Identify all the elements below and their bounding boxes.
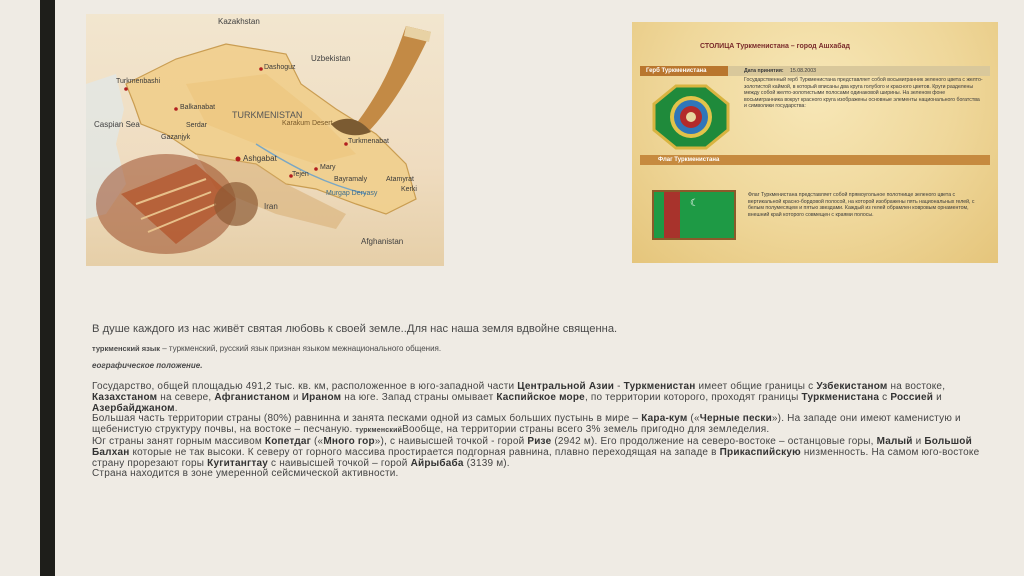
map-city-atamyrat: Atamyrat [386, 176, 415, 183]
keyword: Туркменистана [801, 391, 880, 403]
keyword: Кара-кум [641, 413, 688, 425]
date-label: Дата принятия: [744, 68, 784, 74]
keyword: Кугитангтау [207, 457, 269, 469]
map-river-label: Murgap Deryasy [326, 190, 378, 197]
keyword: Афганистаном [214, 391, 291, 403]
keyword: Айрыбаба [410, 457, 464, 469]
map-city-balkanabat: Balkanabat [180, 104, 216, 111]
keyword: Ризе [527, 435, 552, 447]
keyword: Черные пески [699, 413, 772, 425]
map-label-iran: Iran [264, 202, 278, 211]
keyword: Большой Балхан [92, 435, 972, 458]
emblem-description: Государственный герб Туркменистана представляет собой восьмигранник зеленого цвета с желто-золотистой каймой, в который вписаны два круга голубого и красного цветов. Круги разделены между собой желто-золотистыми полосами одинаковой ширины. На зеленом фоне восьмигранника вокруг красного круга изображены основные элементы национального богатства и символики государства: [744, 77, 983, 110]
language-bold: туркменский язык [92, 344, 161, 353]
map-city-tejen: Tejen [292, 171, 309, 178]
keyword: Каспийское море [496, 391, 585, 403]
keyword: Копетдаг [264, 435, 312, 447]
date-value: 15.08.2003 [790, 68, 816, 74]
emblem-flag-slide-image [632, 22, 998, 263]
emblem-label: Герб Туркменистана [646, 68, 707, 74]
flag-image: ☾ [652, 190, 736, 240]
inline-small-bold: туркменский [355, 427, 403, 435]
map-label-uzbekistan: Uzbekistan [311, 54, 351, 63]
keyword: Казахстаном [92, 391, 158, 403]
keyword: Туркменистан [623, 381, 696, 392]
keyword: Много гор [323, 435, 375, 447]
keyword: Азербайджаном [92, 402, 175, 414]
geo-paragraphs [92, 382, 992, 480]
emblem-icon [652, 84, 730, 150]
map-city-dashoguz: Dashoguz [264, 64, 296, 71]
flag-label: Флаг Туркменистана [658, 157, 720, 163]
map-city-turkmenabat: Turkmenabat [348, 138, 389, 145]
map-city-gazanjyk: Gazanjyk [161, 134, 191, 141]
keyword: Россией [890, 391, 934, 403]
turkmenistan-map-image [86, 14, 444, 266]
map-region-label: Karakum Desert [282, 120, 333, 127]
keyword: Узбекистаном [816, 381, 888, 392]
intro-line: В душе каждого из нас живёт святая любовь к своей земле..Для нас наша земля вдвойне священна. [92, 323, 618, 335]
keyword: Прикаспийскую [719, 446, 801, 458]
language-line [92, 344, 992, 353]
map-label-afghanistan: Afghanistan [361, 237, 404, 246]
map-label-turkmenistan: TURKMENISTAN [232, 110, 303, 120]
language-rest: – туркменский, русский язык признан языком межнационального общения. [160, 344, 442, 353]
main-text-block [92, 322, 992, 480]
map-city-mary: Mary [320, 164, 336, 171]
map-drawing [86, 14, 444, 266]
map-city-ashgabat: Ashgabat [243, 154, 277, 163]
keyword: Ираном [301, 391, 342, 403]
flag-description: Флаг Туркменистана представляет собой прямоугольное полотнище зеленого цвета с вертикальной красно-бордовой полосой, на которой изображены пять национальных гелей, с белым полумесяцем и пятью звездами. Каждый из гелей обрамлен ковровым орнаментом, внешний край которого совмещен с краями полосы. [748, 192, 975, 218]
map-city-serdar: Serdar [186, 122, 208, 129]
paragraph-borders: Государство, общей площадью 491,2 тыс. кв. км, расположенное в юго-западной части Центральной Азии - Туркменистан имеет общие границы с Узбекистаном на востоке, Казахстаном на севере, Афганистаном и Ираном на юге. Запад страны омывает Каспийское море, по территории которого, проходят границы Туркменистана с Россией и Азербайджаном. [92, 381, 946, 414]
map-city-kerki: Kerki [401, 186, 417, 193]
paragraph-seismic: Страна находится в зоне умеренной сейсмической активности. [92, 468, 399, 480]
left-accent-bar [40, 0, 55, 576]
paragraph-mountains: Юг страны занят горным массивом Копетдаг («Много гор»), с наивысшей точкой - горой Ризе (2942 м). Его продолжение на северо-востоке – останцовые горы, Малый и Большой Балхан которые не так высоки. К северу от горного массива простирается подгорная равнина, плавно переходящая на западе в Прикаспийскую низменность. На самом юго-востоке страну прорезают горы Кугитангтау с наивысшей точкой – горой Айрыбаба (3139 м). [92, 435, 980, 469]
keyword: Малый [876, 435, 913, 447]
map-city-turkmenbashi: Turkmenbashi [116, 78, 161, 85]
map-label-caspian-sea: Caspian Sea [94, 120, 140, 129]
geo-heading: еографическое положение. [92, 361, 203, 370]
map-city-bayramaly: Bayramaly [334, 176, 368, 183]
paragraph-karakum: Большая часть территории страны (80%) равнинна и занята песками одной из самых больших пустынь в мире – Кара-кум («Черные пески»). На западе они имеют каменистую и щебенистую структуру почвы, на востоке – песчаную. туркменскийВообще, на территории страны всего 3% земель пригодно для земледелия. [92, 413, 961, 436]
keyword: Центральной Азии [517, 381, 615, 392]
map-label-kazakhstan: Kazakhstan [218, 17, 260, 26]
slide-title: СТОЛИЦА Туркменистана – город Ашхабад [700, 43, 850, 50]
